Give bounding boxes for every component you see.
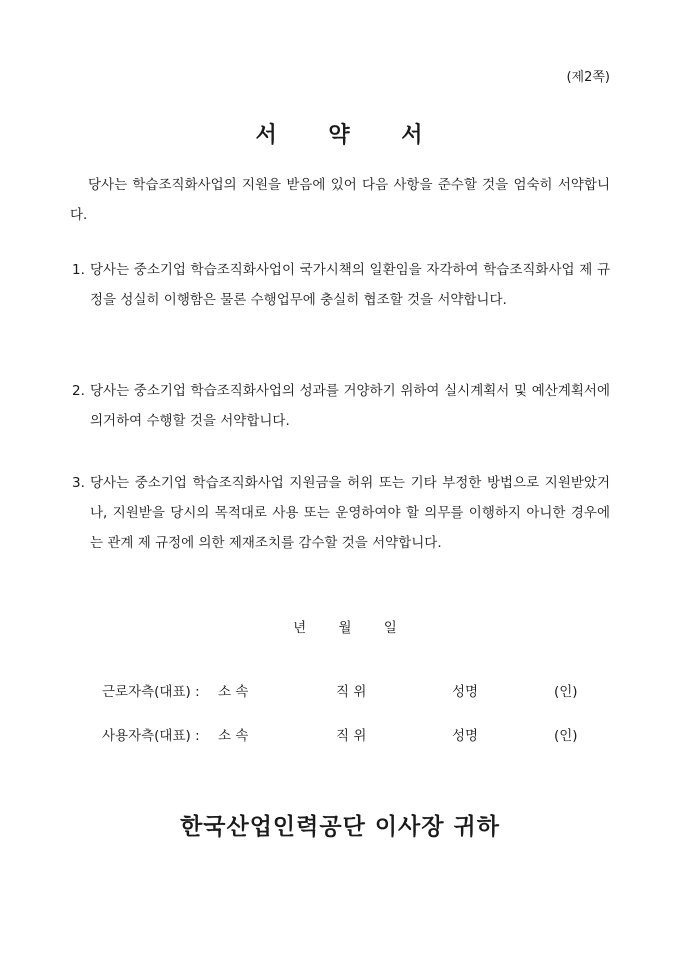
pledge-item bbox=[72, 376, 610, 436]
signature-position-label: 직 위 bbox=[336, 684, 367, 700]
signature-name-label: 성명 bbox=[452, 684, 479, 700]
pledge-item-number: 1. bbox=[72, 262, 85, 278]
signature-seal-label: (인) bbox=[554, 684, 578, 700]
signature-seal-label: (인) bbox=[554, 728, 578, 744]
document-title-text: 서 약 서 bbox=[255, 122, 425, 148]
signature-row-employer bbox=[0, 724, 680, 748]
intro-paragraph: 당사는 학습조직화사업의 지원을 받음에 있어 다음 사항을 준수할 것을 엄숙히 서약합니다. bbox=[70, 177, 610, 223]
signature-role: 사용자측(대표) : bbox=[102, 728, 200, 744]
signature-affiliation-label: 소 속 bbox=[218, 684, 249, 700]
page-number: (제2쪽) bbox=[566, 70, 610, 85]
signature-row-worker bbox=[0, 680, 680, 704]
pledge-item-text: 당사는 중소기업 학습조직화사업의 성과를 거양하기 위하여 실시계획서 및 예산계획서에 의거하여 수행할 것을 서약합니다. bbox=[90, 383, 610, 429]
date-line: 년 월 일 bbox=[293, 620, 397, 636]
pledge-item-number: 3. bbox=[72, 475, 85, 491]
pledge-item-text: 당사는 중소기업 학습조직화사업 지원금을 허위 또는 기타 부정한 방법으로 지원받았거나, 지원받을 당시의 목적대로 사용 또는 운영하여야 할 의무를 이행하지 아니한 경우에는 관계 제 규정에 의한 제재조치를 감수할 것을 서약합니다. bbox=[90, 475, 610, 551]
pledge-item-number: 2. bbox=[72, 383, 85, 399]
signature-name-label: 성명 bbox=[452, 728, 479, 744]
signature-position-label: 직 위 bbox=[336, 728, 367, 744]
document-title bbox=[0, 118, 680, 149]
pledge-item bbox=[72, 255, 610, 315]
addressee: 한국산업인력공단 이사장 귀하 bbox=[180, 813, 500, 840]
signature-role: 근로자측(대표) : bbox=[102, 684, 200, 700]
signature-affiliation-label: 소 속 bbox=[218, 728, 249, 744]
pledge-item-text: 당사는 중소기업 학습조직화사업이 국가시책의 일환임을 자각하여 학습조직화사업 제 규정을 성실히 이행함은 물론 수행업무에 충실히 협조할 것을 서약합니다. bbox=[90, 262, 610, 308]
pledge-item bbox=[72, 468, 610, 558]
